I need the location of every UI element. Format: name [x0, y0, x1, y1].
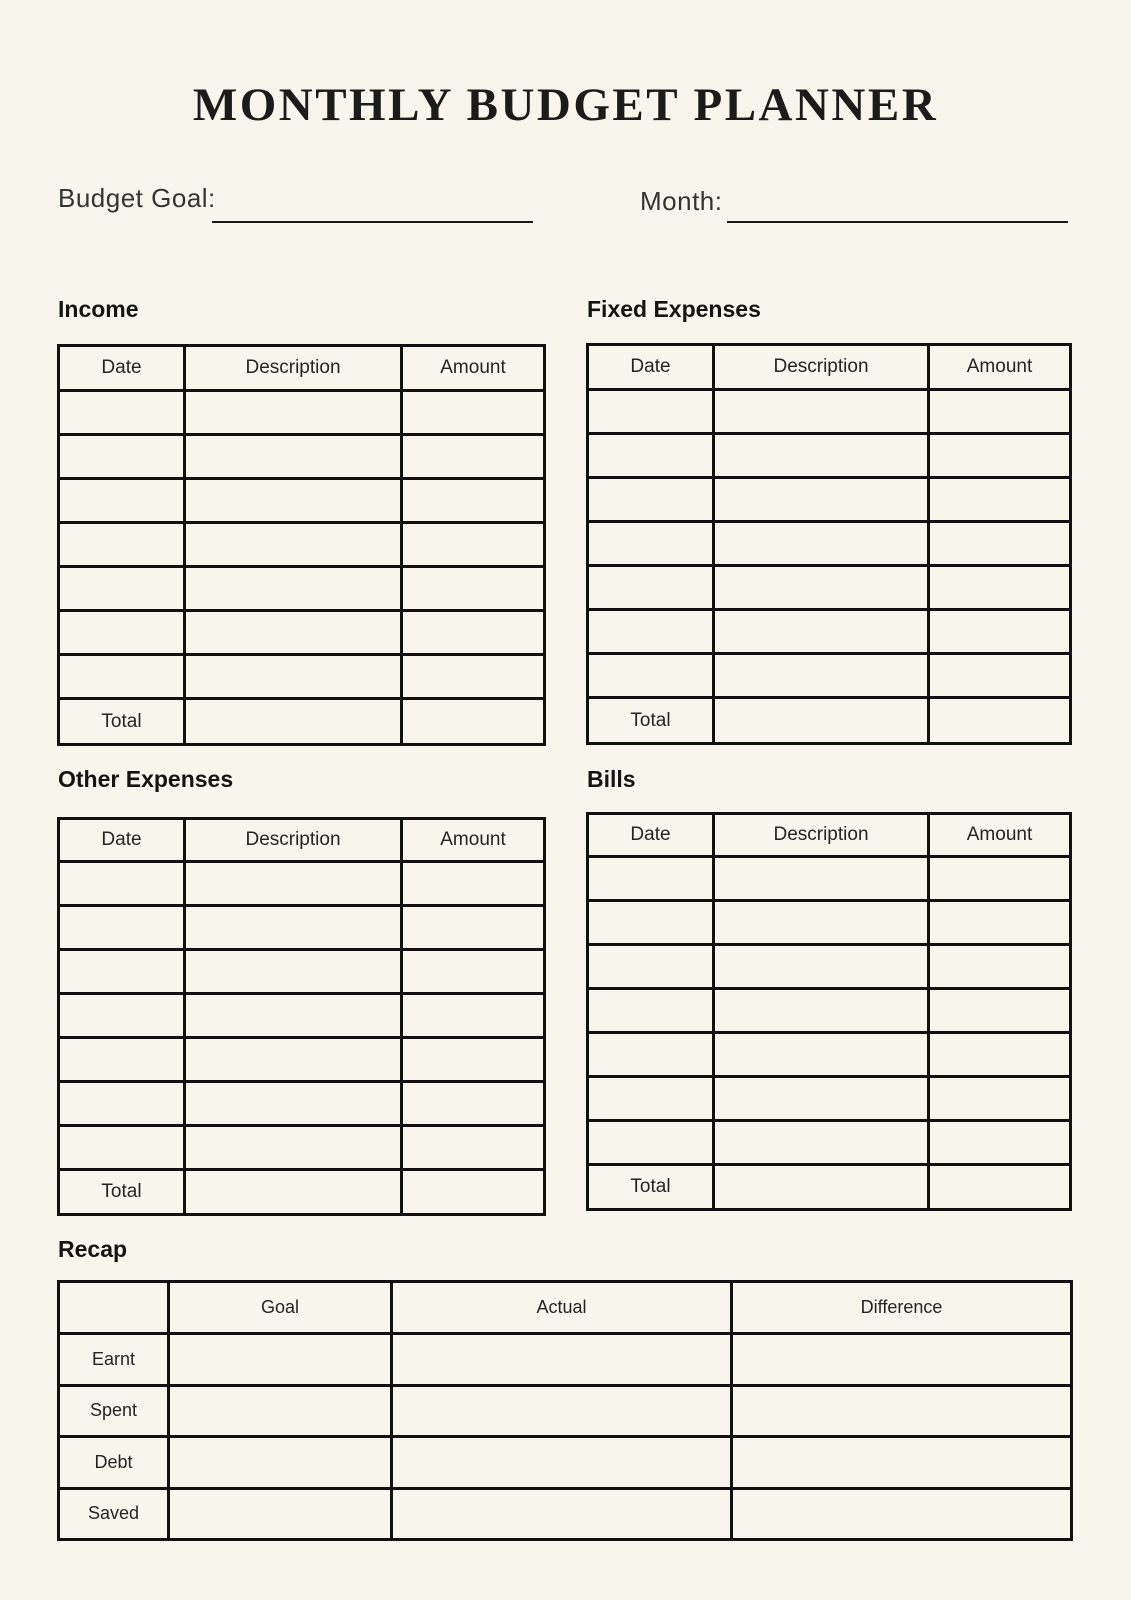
- recap-corner-cell: [59, 1282, 169, 1334]
- empty-cell[interactable]: [732, 1488, 1072, 1540]
- empty-cell[interactable]: [402, 994, 545, 1038]
- column-header-description: Description: [185, 819, 402, 862]
- empty-cell[interactable]: [402, 862, 545, 906]
- empty-cell[interactable]: [59, 567, 185, 611]
- total-label-cell: Total: [588, 1165, 714, 1210]
- column-header-amount: Amount: [402, 346, 545, 391]
- empty-cell[interactable]: [929, 1121, 1071, 1165]
- empty-cell[interactable]: [714, 522, 929, 566]
- empty-cell[interactable]: [402, 611, 545, 655]
- empty-cell[interactable]: [588, 989, 714, 1033]
- empty-cell[interactable]: [929, 434, 1071, 478]
- total-description-cell[interactable]: [714, 698, 929, 744]
- empty-cell[interactable]: [402, 906, 545, 950]
- empty-cell[interactable]: [392, 1437, 732, 1489]
- empty-cell[interactable]: [185, 862, 402, 906]
- empty-cell[interactable]: [402, 523, 545, 567]
- empty-cell[interactable]: [588, 654, 714, 698]
- column-header-goal: Goal: [169, 1282, 392, 1334]
- empty-cell[interactable]: [714, 1077, 929, 1121]
- budget-goal-label: Budget Goal:: [58, 183, 216, 213]
- empty-cell[interactable]: [929, 610, 1071, 654]
- income-table: [57, 344, 546, 746]
- column-header-amount: Amount: [929, 345, 1071, 390]
- empty-cell[interactable]: [929, 945, 1071, 989]
- total-label-cell: Total: [59, 699, 185, 745]
- empty-cell[interactable]: [185, 611, 402, 655]
- bills-table: [586, 812, 1072, 1211]
- empty-cell[interactable]: [169, 1488, 392, 1540]
- empty-cell[interactable]: [185, 1126, 402, 1170]
- empty-cell[interactable]: [59, 479, 185, 523]
- budget-goal-line[interactable]: [212, 221, 533, 223]
- total-amount-cell[interactable]: [929, 698, 1071, 744]
- empty-cell[interactable]: [929, 1033, 1071, 1077]
- recap-table: [57, 1280, 1073, 1541]
- empty-cell[interactable]: [588, 566, 714, 610]
- empty-cell[interactable]: [714, 945, 929, 989]
- empty-cell[interactable]: [929, 1077, 1071, 1121]
- empty-cell[interactable]: [185, 1038, 402, 1082]
- empty-cell[interactable]: [732, 1437, 1072, 1489]
- empty-cell[interactable]: [392, 1334, 732, 1386]
- empty-cell[interactable]: [588, 1077, 714, 1121]
- empty-cell[interactable]: [185, 906, 402, 950]
- section-heading-fixed-expenses: Fixed Expenses: [587, 296, 761, 322]
- recap-row-label-earnt: Earnt: [59, 1334, 169, 1386]
- empty-cell[interactable]: [59, 391, 185, 435]
- empty-cell[interactable]: [402, 567, 545, 611]
- total-description-cell[interactable]: [185, 699, 402, 745]
- empty-cell[interactable]: [185, 523, 402, 567]
- column-header-date: Date: [588, 345, 714, 390]
- empty-cell[interactable]: [714, 654, 929, 698]
- total-amount-cell[interactable]: [402, 1170, 545, 1215]
- empty-cell[interactable]: [169, 1437, 392, 1489]
- empty-cell[interactable]: [714, 1033, 929, 1077]
- empty-cell[interactable]: [588, 1033, 714, 1077]
- empty-cell[interactable]: [929, 522, 1071, 566]
- section-heading-recap: Recap: [58, 1236, 128, 1262]
- empty-cell[interactable]: [59, 1038, 185, 1082]
- empty-cell[interactable]: [402, 435, 545, 479]
- empty-cell[interactable]: [929, 654, 1071, 698]
- empty-cell[interactable]: [392, 1385, 732, 1437]
- empty-cell[interactable]: [588, 478, 714, 522]
- empty-cell[interactable]: [59, 994, 185, 1038]
- empty-cell[interactable]: [185, 950, 402, 994]
- column-header-amount: Amount: [929, 814, 1071, 857]
- total-amount-cell[interactable]: [929, 1165, 1071, 1210]
- empty-cell[interactable]: [929, 390, 1071, 434]
- empty-cell[interactable]: [588, 1121, 714, 1165]
- empty-cell[interactable]: [714, 989, 929, 1033]
- empty-cell[interactable]: [714, 478, 929, 522]
- empty-cell[interactable]: [59, 435, 185, 479]
- empty-cell[interactable]: [929, 901, 1071, 945]
- empty-cell[interactable]: [402, 391, 545, 435]
- month-line[interactable]: [727, 221, 1068, 223]
- empty-cell[interactable]: [59, 655, 185, 699]
- total-description-cell[interactable]: [185, 1170, 402, 1215]
- empty-cell[interactable]: [402, 479, 545, 523]
- empty-cell[interactable]: [59, 523, 185, 567]
- empty-cell[interactable]: [714, 434, 929, 478]
- section-heading-income: Income: [58, 296, 139, 322]
- column-header-actual: Actual: [392, 1282, 732, 1334]
- empty-cell[interactable]: [588, 945, 714, 989]
- empty-cell[interactable]: [588, 434, 714, 478]
- empty-cell[interactable]: [588, 857, 714, 901]
- column-header-description: Description: [714, 345, 929, 390]
- empty-cell[interactable]: [588, 610, 714, 654]
- empty-cell[interactable]: [402, 1126, 545, 1170]
- empty-cell[interactable]: [392, 1488, 732, 1540]
- empty-cell[interactable]: [185, 655, 402, 699]
- empty-cell[interactable]: [185, 479, 402, 523]
- empty-cell[interactable]: [59, 611, 185, 655]
- empty-cell[interactable]: [169, 1334, 392, 1386]
- empty-cell[interactable]: [185, 1082, 402, 1126]
- total-label-cell: Total: [588, 698, 714, 744]
- empty-cell[interactable]: [714, 901, 929, 945]
- empty-cell[interactable]: [732, 1385, 1072, 1437]
- section-heading-bills: Bills: [587, 766, 636, 792]
- empty-cell[interactable]: [59, 906, 185, 950]
- empty-cell[interactable]: [59, 862, 185, 906]
- empty-cell[interactable]: [185, 391, 402, 435]
- empty-cell[interactable]: [59, 1126, 185, 1170]
- empty-cell[interactable]: [185, 567, 402, 611]
- empty-cell[interactable]: [714, 390, 929, 434]
- empty-cell[interactable]: [588, 522, 714, 566]
- column-header-description: Description: [185, 346, 402, 391]
- empty-cell[interactable]: [402, 655, 545, 699]
- section-heading-other-expenses: Other Expenses: [58, 766, 234, 792]
- empty-cell[interactable]: [185, 435, 402, 479]
- empty-cell[interactable]: [402, 1082, 545, 1126]
- column-header-difference: Difference: [732, 1282, 1072, 1334]
- empty-cell[interactable]: [402, 950, 545, 994]
- column-header-date: Date: [588, 814, 714, 857]
- column-header-date: Date: [59, 819, 185, 862]
- page-title: MONTHLY BUDGET PLANNER: [192, 79, 939, 131]
- empty-cell[interactable]: [169, 1385, 392, 1437]
- empty-cell[interactable]: [929, 566, 1071, 610]
- empty-cell[interactable]: [588, 390, 714, 434]
- recap-row-label-debt: Debt: [59, 1437, 169, 1489]
- empty-cell[interactable]: [185, 994, 402, 1038]
- empty-cell[interactable]: [714, 1121, 929, 1165]
- empty-cell[interactable]: [714, 610, 929, 654]
- column-header-description: Description: [714, 814, 929, 857]
- fixed-expenses-table: [586, 343, 1072, 745]
- empty-cell[interactable]: [929, 989, 1071, 1033]
- column-header-amount: Amount: [402, 819, 545, 862]
- empty-cell[interactable]: [59, 1082, 185, 1126]
- recap-row-label-saved: Saved: [59, 1488, 169, 1540]
- column-header-date: Date: [59, 346, 185, 391]
- total-description-cell[interactable]: [714, 1165, 929, 1210]
- empty-cell[interactable]: [714, 857, 929, 901]
- empty-cell[interactable]: [588, 901, 714, 945]
- total-amount-cell[interactable]: [402, 699, 545, 745]
- empty-cell[interactable]: [59, 950, 185, 994]
- empty-cell[interactable]: [402, 1038, 545, 1082]
- month-label: Month:: [640, 186, 723, 216]
- other-expenses-table: [57, 817, 546, 1216]
- total-label-cell: Total: [59, 1170, 185, 1215]
- recap-row-label-spent: Spent: [59, 1385, 169, 1437]
- empty-cell[interactable]: [732, 1334, 1072, 1386]
- empty-cell[interactable]: [929, 857, 1071, 901]
- empty-cell[interactable]: [714, 566, 929, 610]
- empty-cell[interactable]: [929, 478, 1071, 522]
